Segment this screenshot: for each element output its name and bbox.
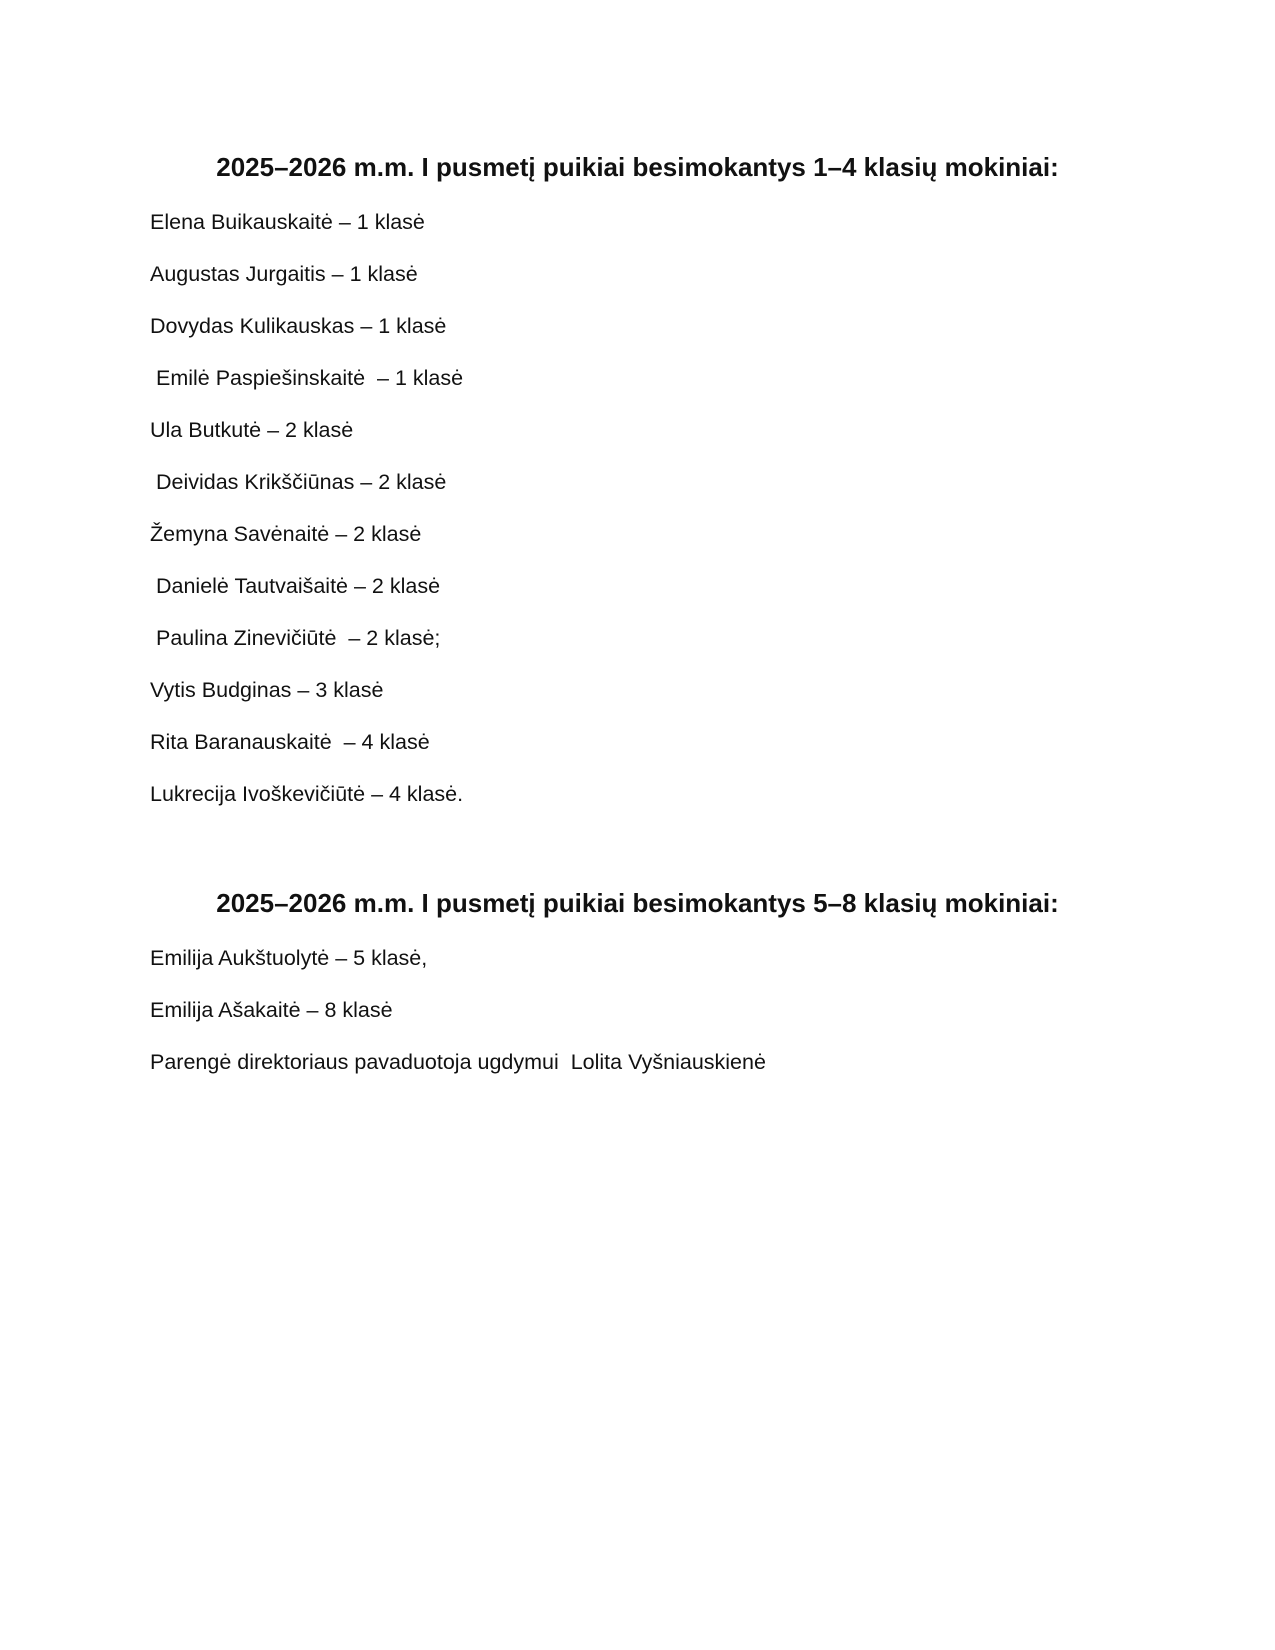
list-item: Emilė Paspiešinskaitė – 1 klasė xyxy=(150,366,464,390)
list-item: Emilija Aukštuolytė – 5 klasė, xyxy=(150,946,428,970)
list-item: Danielė Tautvaišaitė – 2 klasė xyxy=(150,574,441,598)
list-item: Ula Butkutė – 2 klasė xyxy=(150,418,354,442)
section-2-heading: 2025–2026 m.m. I pusmetį puikiai besimokantys 5–8 klasių mokiniai: xyxy=(216,888,1059,918)
list-item: Vytis Budginas – 3 klasė xyxy=(150,678,384,702)
list-item: Emilija Ašakaitė – 8 klasė xyxy=(150,998,393,1022)
section-1-heading: 2025–2026 m.m. I pusmetį puikiai besimokantys 1–4 klasių mokiniai: xyxy=(216,152,1059,182)
list-item: Lukrecija Ivoškevičiūtė – 4 klasė. xyxy=(150,782,464,806)
section-2-student-list xyxy=(150,943,427,1047)
list-item: Paulina Zinevičiūtė – 2 klasė; xyxy=(150,626,441,650)
prepared-by-note: Parengė direktoriaus pavaduotoja ugdymui Lolita Vyšniauskienė xyxy=(150,1050,766,1074)
list-item: Deividas Krikščiūnas – 2 klasė xyxy=(150,470,447,494)
section-1-student-list xyxy=(150,207,463,831)
list-item: Žemyna Savėnaitė – 2 klasė xyxy=(150,522,422,546)
list-item: Rita Baranauskaitė – 4 klasė xyxy=(150,730,430,754)
list-item: Dovydas Kulikauskas – 1 klasė xyxy=(150,314,447,338)
list-item: Augustas Jurgaitis – 1 klasė xyxy=(150,262,418,286)
list-item: Elena Buikauskaitė – 1 klasė xyxy=(150,210,425,234)
